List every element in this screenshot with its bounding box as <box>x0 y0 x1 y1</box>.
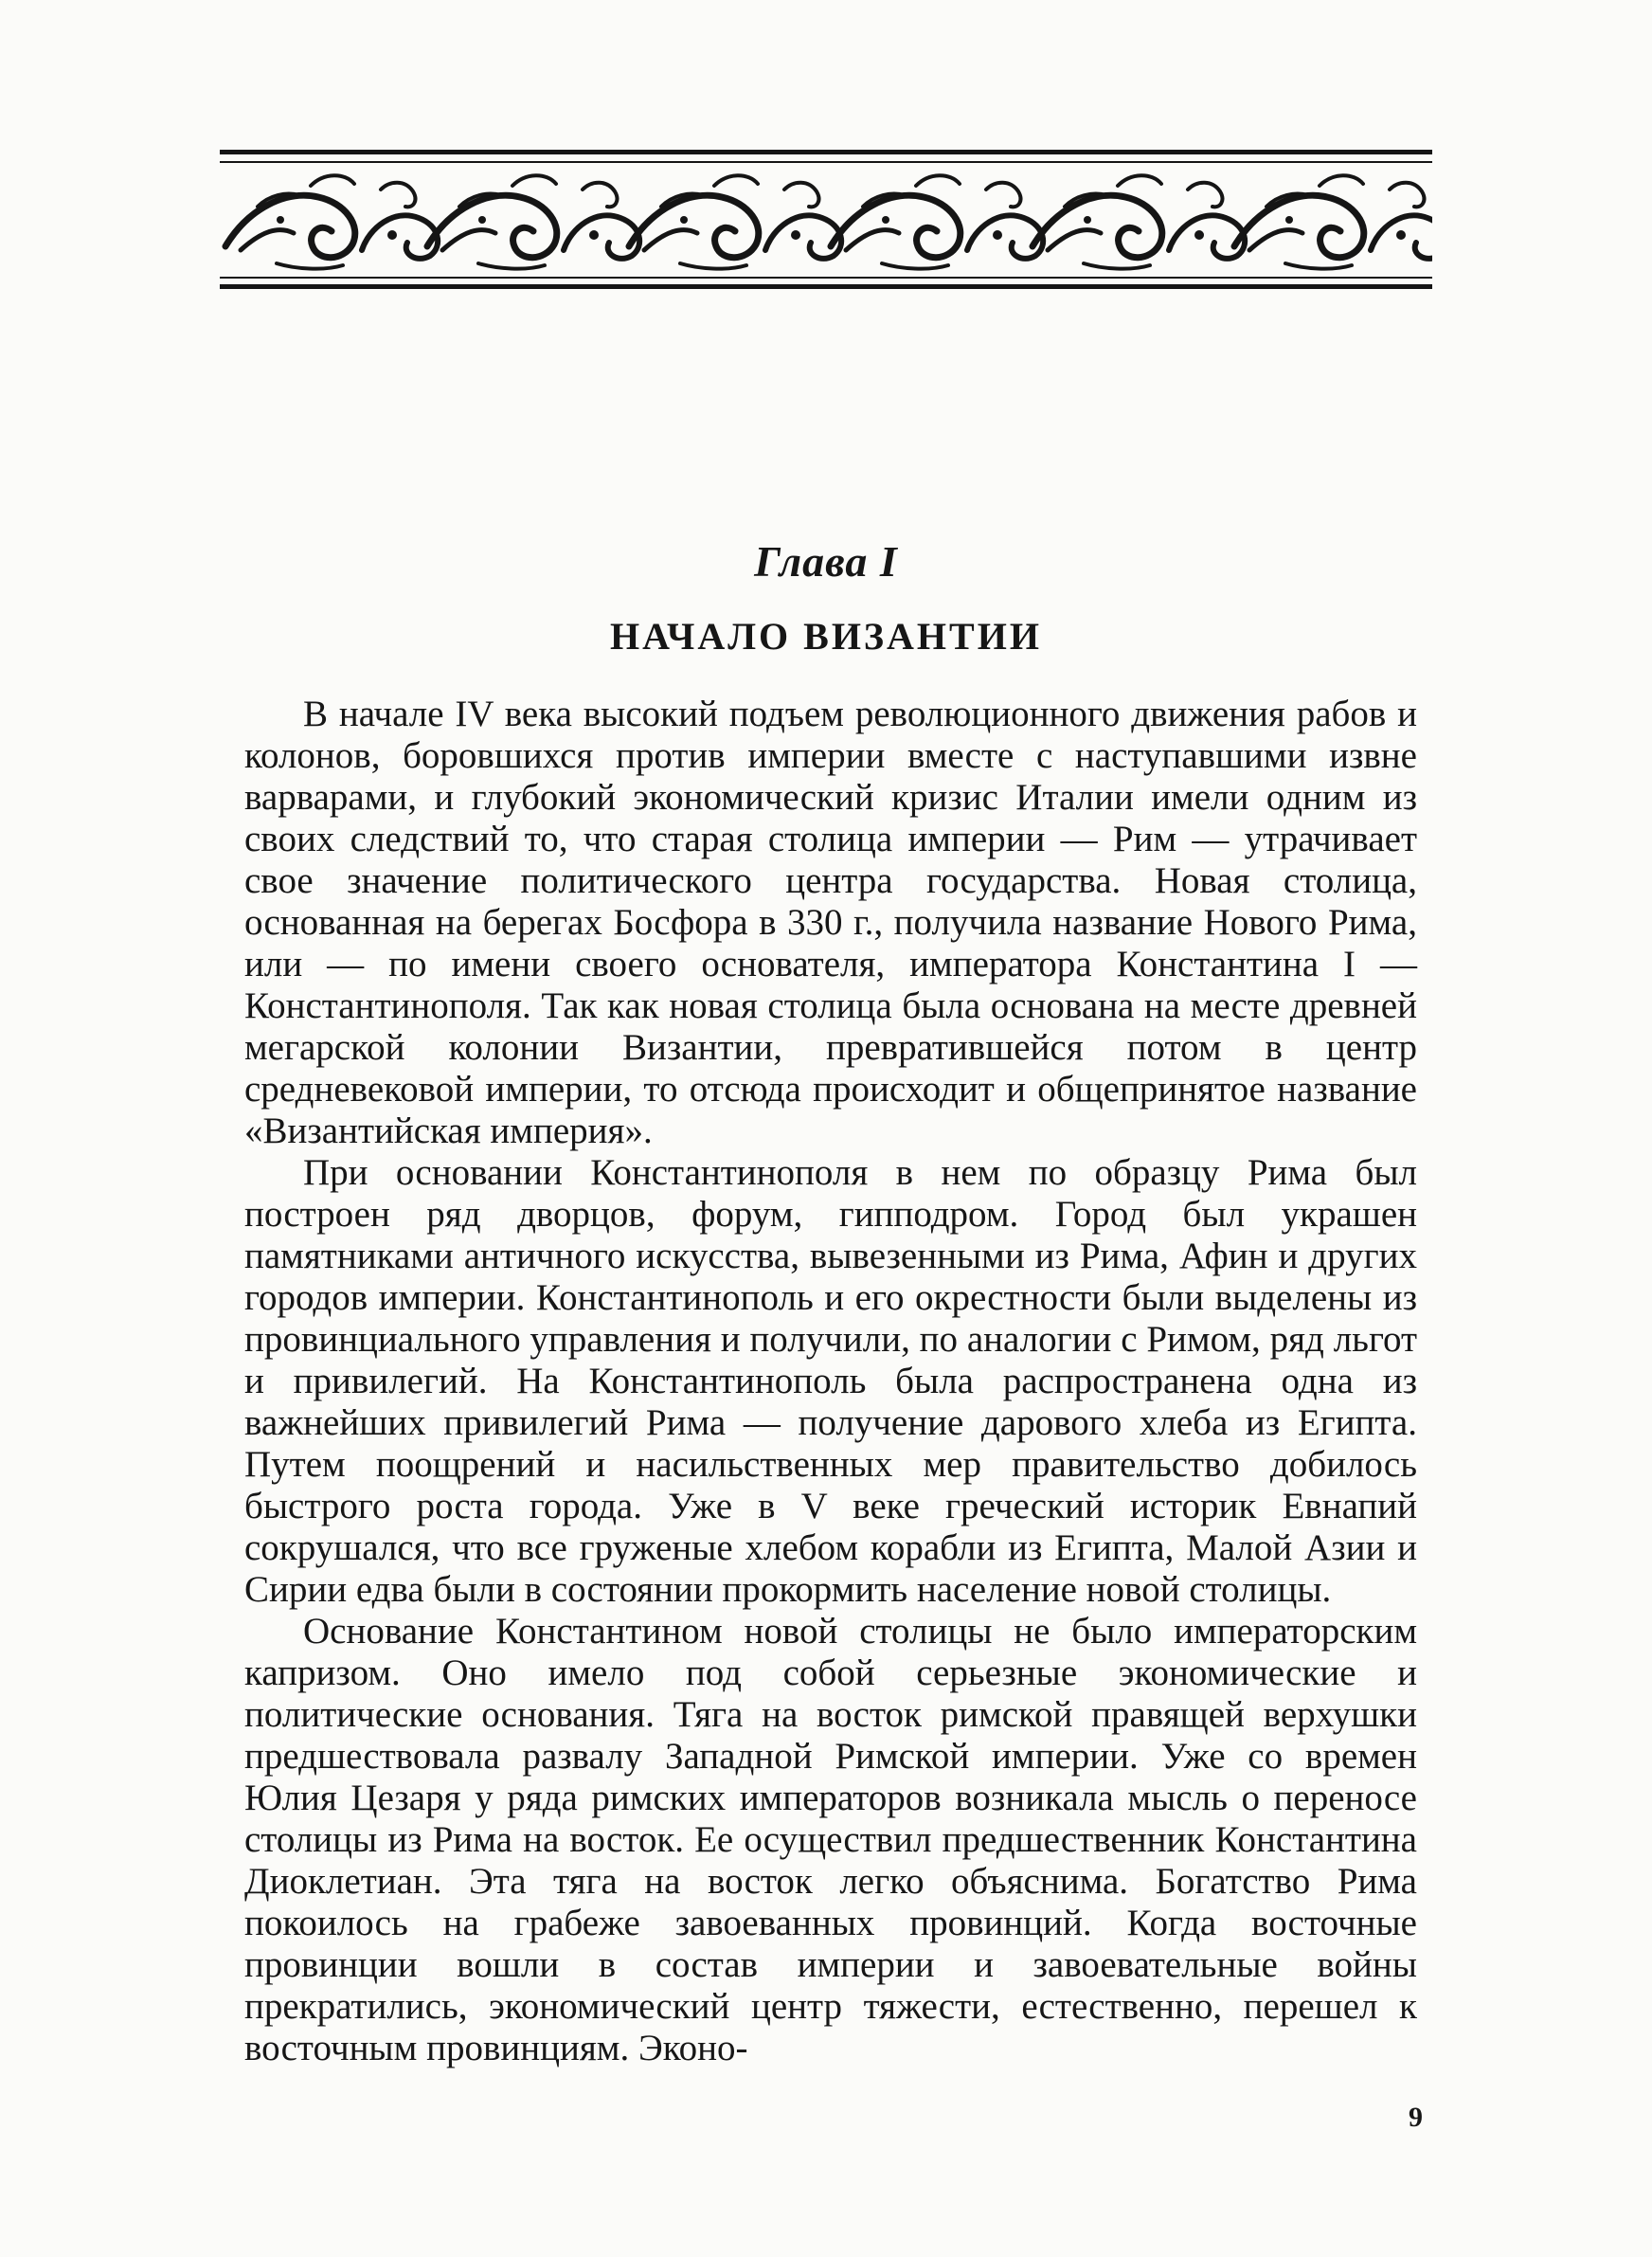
scroll-ornament-icon <box>220 150 1432 290</box>
page-number: 9 <box>1409 2102 1423 2133</box>
chapter-label: Глава I <box>754 537 898 586</box>
paragraph: Основание Константином новой столицы не было императорским капризом. Оно имело под собой серьезные экономические и политические основания. Тяга на восток римской правящей верхушки предшествовала развалу Западной Римской империи. Уже со времен Юлия Цезаря у ряда римских императоров возникала мысль о переносе столицы из Рима на восток. Ее осуществил предшественник Константина Диоклетиан. Эта тяга на восток легко объяснима. Богатство Рима покоилось на грабеже завоеванных провинций. Когда восточные провинции вошли в состав империи и завоевательные войны прекратились, экономический центр тяжести, естественно, перешел к восточным провинциям. Эконо- <box>244 1611 1417 2068</box>
paragraph: В начале IV века высокий подъем революционного движения рабов и колонов, боровшихся против империи вместе с наступавшими извне варварами, и глубокий экономический кризис Италии имели одним из своих следствий то, что старая столица империи — Рим — утрачивает свое значение политического центра государства. Новая столица, основанная на берегах Босфора в 330 г., получила название Нового Рима, или — по имени своего основателя, императора Константина I — Константинополя. Так как новая столица была основана на месте древней мегарской колонии Византии, превратившейся потом в центр средневековой империи, то отсюда происходит и общепринятое название «Византийская империя». <box>244 694 1417 1151</box>
chapter-title: НАЧАЛО ВИЗАНТИИ <box>610 615 1042 658</box>
body-text <box>244 694 1417 2069</box>
paragraph: При основании Константинополя в нем по образцу Рима был построен ряд дворцов, форум, гипподром. Город был украшен памятниками античного искусства, вывезенными из Рима, Афин и других городов империи. Константинополь и его окрестности были выделены из провинциального управления и получили, по аналогии с Римом, ряд льгот и привилегий. На Константинополь была распространена одна из важнейших привилегий Рима — получение дарового хлеба из Египта. Путем поощрений и насильственных мер правительство добилось быстрого роста города. Уже в V веке греческий историк Евнапий сокрушался, что все груженые хлебом корабли из Египта, Малой Азии и Сирии едва были в состоянии прокормить население новой столицы. <box>244 1152 1417 1610</box>
header-ornament <box>220 150 1432 290</box>
